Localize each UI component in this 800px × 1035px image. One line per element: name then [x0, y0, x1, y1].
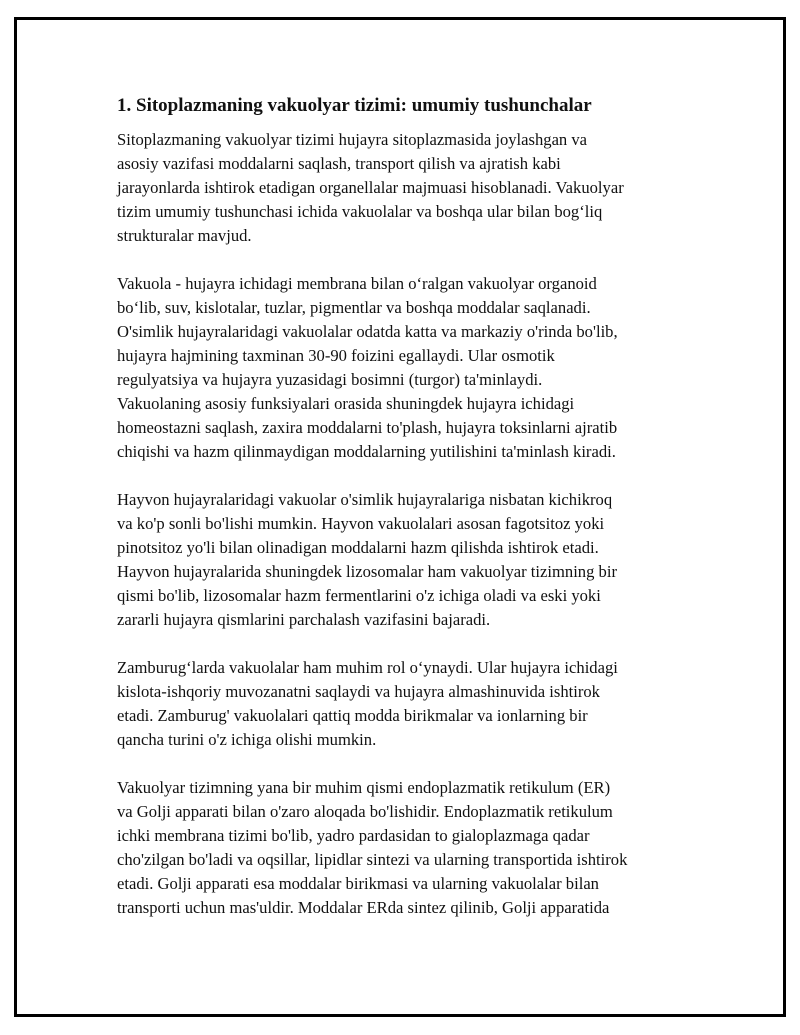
text-line: hujayra hajmining taxminan 30-90 foizini egallaydi. Ular osmotik — [117, 346, 555, 365]
text-line: Vakuola - hujayra ichidagi membrana bilan o‘ralgan vakuolyar organoid — [117, 274, 597, 293]
text-line: Hayvon hujayralarida shuningdek lizosomalar ham vakuolyar tizimning bir — [117, 562, 617, 581]
document-body — [117, 92, 687, 944]
text-line: jarayonlarda ishtirok etadigan organellalar majmuasi hisoblanadi. Vakuolyar — [117, 178, 624, 197]
text-line: Vakuolaning asosiy funksiyalari orasida shuningdek hujayra ichidagi — [117, 394, 575, 413]
paragraph-vakuola — [117, 272, 687, 464]
text-line: ichki membrana tizimi bo'lib, yadro pardasidan to gialoplazmaga qadar — [117, 826, 590, 845]
paragraph-zamburug — [117, 656, 687, 752]
text-line: tizim umumiy tushunchasi ichida vakuolalar va boshqa ular bilan bog‘liq — [117, 202, 603, 221]
paragraph-intro — [117, 128, 687, 248]
text-line: va ko'p sonli bo'lishi mumkin. Hayvon vakuolalari asosan fagotsitoz yoki — [117, 514, 605, 533]
text-line: zararli hujayra qismlarini parchalash vazifasini bajaradi. — [117, 610, 491, 629]
text-line: Vakuolyar tizimning yana bir muhim qismi endoplazmatik retikulum (ER) — [117, 778, 611, 797]
text-line: strukturalar mavjud. — [117, 226, 252, 245]
section-heading: 1. Sitoplazmaning vakuolyar tizimi: umumiy tushunchalar — [117, 95, 592, 116]
text-line: va Golji apparati bilan o'zaro aloqada bo'lishidir. Endoplazmatik retikulum — [117, 802, 613, 821]
text-line: qismi bo'lib, lizosomalar hazm fermentlarini o'z ichiga oladi va eski yoki — [117, 586, 601, 605]
text-line: regulyatsiya va hujayra yuzasidagi bosimni (turgor) ta'minlaydi. — [117, 370, 543, 389]
text-line: homeostazni saqlash, zaxira moddalarni to'plash, hujayra toksinlarni ajratib — [117, 418, 618, 437]
text-line: transporti uchun mas'uldir. Moddalar ERda sintez qilinib, Golji apparatida — [117, 898, 610, 917]
text-line: cho'zilgan bo'ladi va oqsillar, lipidlar sintezi va ularning transportida ishtirok — [117, 850, 628, 869]
text-line: O'simlik hujayralaridagi vakuolalar odatda katta va markaziy o'rinda bo'lib, — [117, 322, 618, 341]
text-line: etadi. Golji apparati esa moddalar birikmasi va ularning vakuolalar bilan — [117, 874, 599, 893]
text-line: Hayvon hujayralaridagi vakuolar o'simlik hujayralariga nisbatan kichikroq — [117, 490, 613, 509]
text-line: asosiy vazifasi moddalarni saqlash, transport qilish va ajratish kabi — [117, 154, 561, 173]
text-line: chiqishi va hazm qilinmaydigan moddalarning yutilishini ta'minlash kiradi. — [117, 442, 616, 461]
text-line: pinotsitoz yo'li bilan olinadigan moddalarni hazm qilishda ishtirok etadi. — [117, 538, 599, 557]
paragraph-hayvon — [117, 488, 687, 632]
text-line: bo‘lib, suv, kislotalar, tuzlar, pigmentlar va boshqa moddalar saqlanadi. — [117, 298, 591, 317]
paragraph-er-golji — [117, 776, 687, 920]
text-line: Zamburug‘larda vakuolalar ham muhim rol o‘ynaydi. Ular hujayra ichidagi — [117, 658, 618, 677]
text-line: etadi. Zamburug' vakuolalari qattiq modda birikmalar va ionlarning bir — [117, 706, 588, 725]
text-line: kislota-ishqoriy muvozanatni saqlaydi va hujayra almashinuvida ishtirok — [117, 682, 600, 701]
text-line: Sitoplazmaning vakuolyar tizimi hujayra sitoplazmasida joylashgan va — [117, 130, 588, 149]
text-line: qancha turini o'z ichiga olishi mumkin. — [117, 730, 377, 749]
